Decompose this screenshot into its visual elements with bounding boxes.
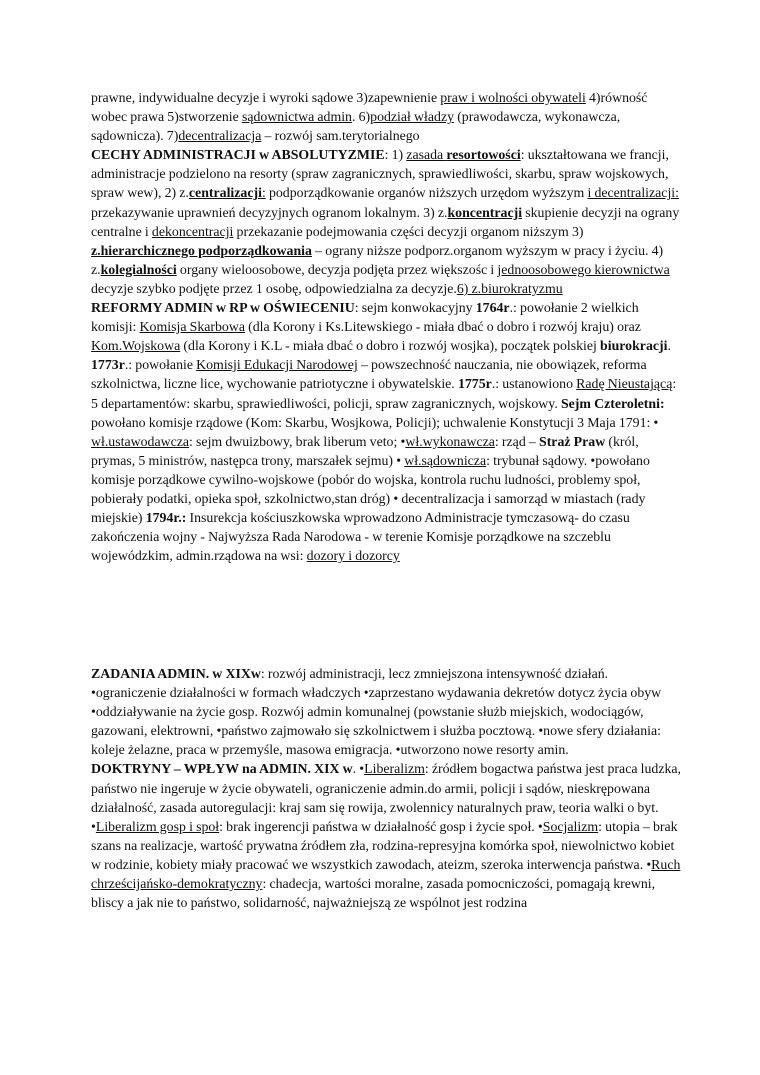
text-run: – powszechność nauczania, nie obowiązek, reforma szkolnictwa, liczne lice, wychowanie patriotyczne i obywatelskie. [91,357,647,392]
text-run: sądownictwa admin [241,109,352,125]
text-run: przekazywanie uprawnień decyzyjnych ogranom lokalnym. 3) z. [91,204,448,220]
text-run: biurokracji [600,338,668,354]
text-run: : brak ingerencji państwa w działalność gosp i życie społ. • [219,818,543,834]
text-run: .: powołanie 2 wielkich komisji: [91,300,639,335]
text-run: jednoosobowego kierownictwa [497,261,670,277]
text-run: : rozwój administracji, lecz zmniejszona intensywność działań. •ograniczenie działalności w formach władczych •zaprzestano wydawania dekretów dotycz życia obyw •oddziaływanie na życie gosp. Rozwój admin komunalnej (powstanie służb miejskich, wodociągów, gazowani, elektrowni, •państwo zajmowało się szkolnictwem i służba pocztową. •nowe sfery działania: koleje żelazne, praca w przemyśle, masowa emigracja. •utworzono nowe resorty amin. [91,666,662,758]
text-run: : źródłem bogactwa państwa jest praca ludzka, państwo nie ingeruje w życie obywateli, ograniczenie admin.do armii, policji i sądów, nieskrępowana działalność, zasada autoregulacji: kraj sam się rowija, zwolennicy naturalnych praw, teoria walki o byt. • [91,761,682,834]
text-run: – rozwój sam.terytorialnego [261,128,420,144]
paragraph [91,664,681,912]
text-run: (król, prymas, 5 ministrów, następca trony, marszałek sejmu) • [91,433,639,468]
text-run: organy wieloosobowe, decyzja podjęta przez większośc i [176,261,498,277]
text-run: Socjalizm [542,818,599,834]
text-run: centralizacji [188,185,262,201]
text-run: (dla Korony i Ks.Litewskiego - miała dbać o dobro i rozwój kraju) oraz [244,319,641,335]
text-block-top [91,88,681,565]
text-run: praw i wolności obywateli [440,90,586,105]
text-run: Komisja Skarbowa [139,319,245,335]
text-run: 1773r [91,357,125,373]
text-run: : trybunał sądowy. •powołano komisje porządkowe cywilno-wojskowe (pobór do wojska, kontrola ruchu ludności, problemy społ, pobierały podatki, opieka społ, szkolnictwo,stan dróg) • decentralizacja i samorząd w miastach (rady miejskie) [91,452,650,526]
text-run: .: ustanowiono [491,376,577,392]
text-run: powołano komisje rządowe (Kom: Skarbu, Wosjkowa, Policji); uchwalenie Konstytucji 3 Maja 1791: • [91,414,659,430]
text-run: : ukształtowana we francji, administracje podzielono na resorty (spraw zagranicznych, sprawiedliwości, skarbu, spraw wojskowych, spraw wew), 2) z. [91,147,669,201]
text-run: decentralizacja [178,128,262,144]
paragraph [91,88,681,565]
text-run: Radę Nieustającą [576,376,673,392]
text-run: Liberalizm gosp i społ [95,818,220,834]
text-run: Komisji Edukacji Narodowej [196,357,358,373]
text-run: 6) z.biurokratyzmu [456,280,563,296]
text-run: (prawodawcza, wykonawcza, sądownicza). 7) [91,109,621,144]
text-run: podział władzy [370,109,455,125]
text-run: : chadecja, wartości moralne, zasada pomocniczości, pomagają krewni, bliscy a jak nie to państwo, solidarność, najważniejszą ze wspólnot jest rodzina [91,876,656,911]
text-run: CECHY ADMINISTRACJI w ABSOLUTYZMIE [91,147,385,163]
text-run: : rząd – [494,433,539,449]
text-run: . • [352,761,365,777]
text-run: 1764r [475,300,510,316]
text-block-bottom [91,664,681,912]
text-run: Insurekcja kościuszkowska wprowadzono Administracje tymczasową- do czasu zakończenia wojny - Najwyższa Rada Narodowa - w terenie Komisje porządkowe na szczeblu wojewódzkim, admin.rządowa na wsi: [91,510,630,564]
text-run: – ograny niższe podporz.organom wyższym w pracy i życiu. 4) z. [91,242,664,277]
text-run: : sejm dwuizbowy, brak liberum veto; • [189,433,406,449]
text-run: wł.sądownicza [404,452,487,468]
text-run: : 5 departamentów: skarbu, sprawiedliwości, policji, spraw zagranicznych, wojskowy. [91,376,677,411]
text-run: (dla Korony i K.L - miała dbać o dobro i rozwój wosjka), początek polskiej [180,338,601,354]
text-run: 1775r [457,376,492,392]
text-run: Straż Praw [539,433,606,449]
text-run: REFORMY ADMIN w RP w OŚWIECENIU [91,300,355,316]
text-run: prawne, indywidualne decyzje i wyroki sądowe 3)zapewnienie [91,90,441,105]
text-run: decyzje szybko podjęte przez 1 osobę, odpowiedzialna za decyzje. [91,280,457,296]
text-run: skupienie decyzji na ograny centralne i [91,204,680,239]
text-run: zasada [406,147,447,163]
text-run: . [667,338,671,354]
text-run: Ruch chrześcijańsko-demokratyczny [91,856,681,892]
text-run: 1794r.: [145,510,187,526]
text-run: ZADANIA ADMIN. w XIXw [91,666,261,681]
text-run: dekoncentracji [151,223,234,239]
text-run: przekazanie podejmowania części decyzji organom niższym 3) [233,223,584,239]
text-run: resortowości [446,147,521,163]
text-run: z.hierarchicznego podporządkowania [91,242,312,258]
text-run: wł.wykonawcza [405,433,495,449]
text-run: dozory i dozorcy [306,548,400,564]
text-run: .: powołanie [124,357,197,373]
text-run: kolegialności [100,261,177,277]
text-run: i decentralizacji: [587,185,679,201]
text-run: . 6) [351,109,371,125]
text-run: : sejm konwokacyjny [354,300,476,316]
text-run: Kom.Wojskowa [91,338,181,354]
text-run: koncentracji [447,204,523,220]
text-run: DOKTRYNY – WPŁYW na ADMIN. XIX w [91,761,353,777]
text-run: : 1) [384,147,407,163]
text-run: Liberalizm [364,761,425,777]
text-run: : utopia – brak szans na realizacje, wartość prywatna źródłem zła, rodzina-represyjna komórka społ, niewolnictwo kobiet w rodzinie, kobiety miały pracować we wszystkich zawodach, ateizm, szeroka interwencja państwa. • [91,818,678,872]
text-run: : [261,185,266,201]
text-run: 4)równość wobec prawa 5)stworzenie [91,90,648,125]
text-run: podporządkowanie organów niższych urzędom wyższym [265,185,588,201]
text-run: wł.ustawodawcza [91,433,190,449]
text-run: Sejm Czteroletni: [560,395,665,411]
